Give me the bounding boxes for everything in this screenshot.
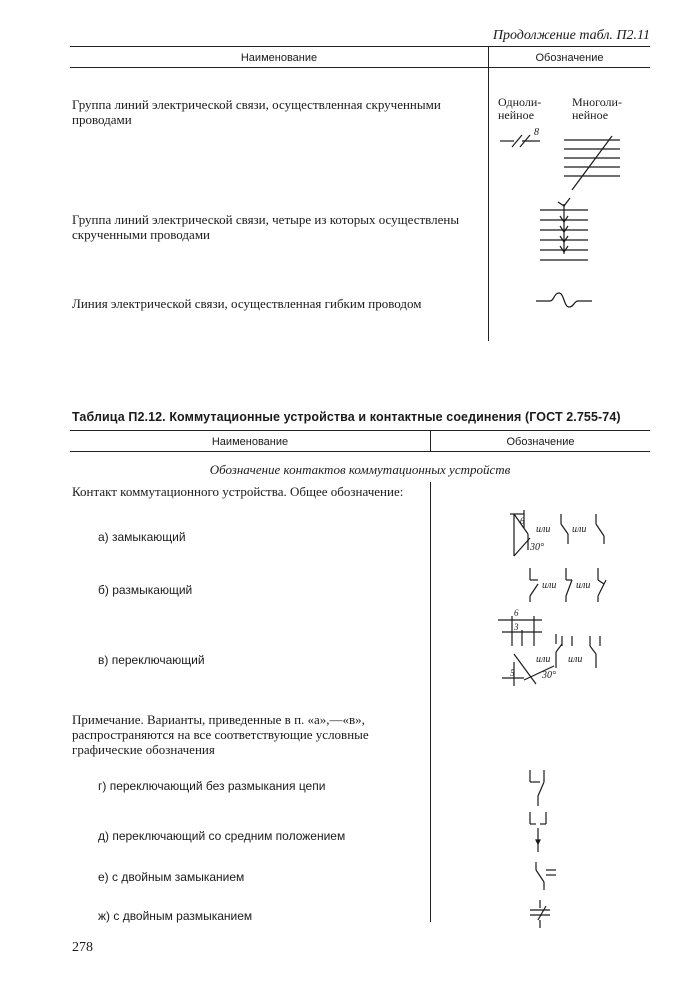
table1-column-divider (488, 46, 489, 341)
twisted-group-symbol (540, 196, 595, 266)
table1-header-symbol: Обозначение (535, 52, 604, 64)
table2-header-symbol: Обозначение (506, 436, 575, 448)
changeover-contact-symbol (496, 606, 616, 696)
dim-5: 5 (510, 668, 515, 678)
note-text: Примечание. Варианты, приведенные в п. «а»,—«в», распространяются на все соответствующие условные графические обозначения (72, 712, 369, 757)
table2-caption: Таблица П2.12. Коммутационные устройства и контактные соединения (ГОСТ 2.755-74) (72, 410, 621, 424)
or-1: или (536, 524, 551, 535)
table2-column-divider (430, 482, 431, 922)
double-make-symbol (530, 860, 560, 894)
item-c-changeover: в) переключающий (98, 653, 205, 667)
general-contact-label: Контакт коммутационного устройства. Общее обозначение: (72, 484, 404, 499)
table1-row-flexible: Линия электрической связи, осуществленная гибким проводом (72, 296, 422, 311)
make-before-break-symbol (526, 768, 556, 808)
continuation-title: Продолжение табл. П2.11 (492, 28, 650, 43)
or-6: или (568, 654, 583, 665)
table2-header-name: Наименование (211, 436, 289, 448)
item-a-closing: а) замыкающий (98, 530, 186, 544)
page-number: 278 (72, 940, 93, 955)
table2-top-rule (70, 430, 650, 431)
center-off-symbol (526, 810, 556, 854)
table2-header-rule (70, 451, 650, 452)
label-single-line: Одноли-нейное (498, 95, 542, 122)
or-3: или (542, 580, 557, 591)
flexible-wire-symbol (536, 290, 596, 310)
item-d-center-off: д) переключающий со средним положением (98, 829, 346, 843)
item-e-double-make: е) с двойным замыканием (98, 870, 245, 884)
dim-3: 3 (514, 622, 519, 632)
table1-row-twisted: Группа линий электрической связи, осуществленная скрученными проводами (72, 97, 441, 127)
or-2: или (572, 524, 587, 535)
closing-contact-symbol (500, 508, 610, 568)
section-title: Обозначение контактов коммутационных устройств (209, 462, 511, 477)
item-g-make-before-break: г) переключающий без размыкания цепи (98, 779, 326, 793)
dim-6b: 6 (514, 608, 519, 618)
opening-contact-symbol (524, 566, 614, 606)
table1-row-twisted-four: Группа линий электрической связи, четыре из которых осуществлены скрученными проводами (72, 212, 460, 242)
angle-2: 30° (542, 670, 556, 681)
angle-1: 30° (530, 542, 544, 553)
twisted-single-line-symbol (500, 125, 550, 155)
item-zh-double-break: ж) с двойным размыканием (98, 909, 253, 923)
dim-6a: 6 (520, 516, 525, 526)
table1-header-name: Наименование (240, 52, 318, 64)
or-5: или (536, 654, 551, 665)
label-multi-line: Многоли-нейное (572, 95, 622, 122)
dim-8: 8 (534, 127, 539, 138)
or-4: или (576, 580, 591, 591)
table1-header-rule (70, 67, 650, 68)
table1-top-rule (70, 46, 650, 47)
twisted-multi-line-symbol (564, 136, 624, 196)
item-b-opening: б) размыкающий (98, 583, 193, 597)
double-break-symbol (528, 898, 558, 932)
